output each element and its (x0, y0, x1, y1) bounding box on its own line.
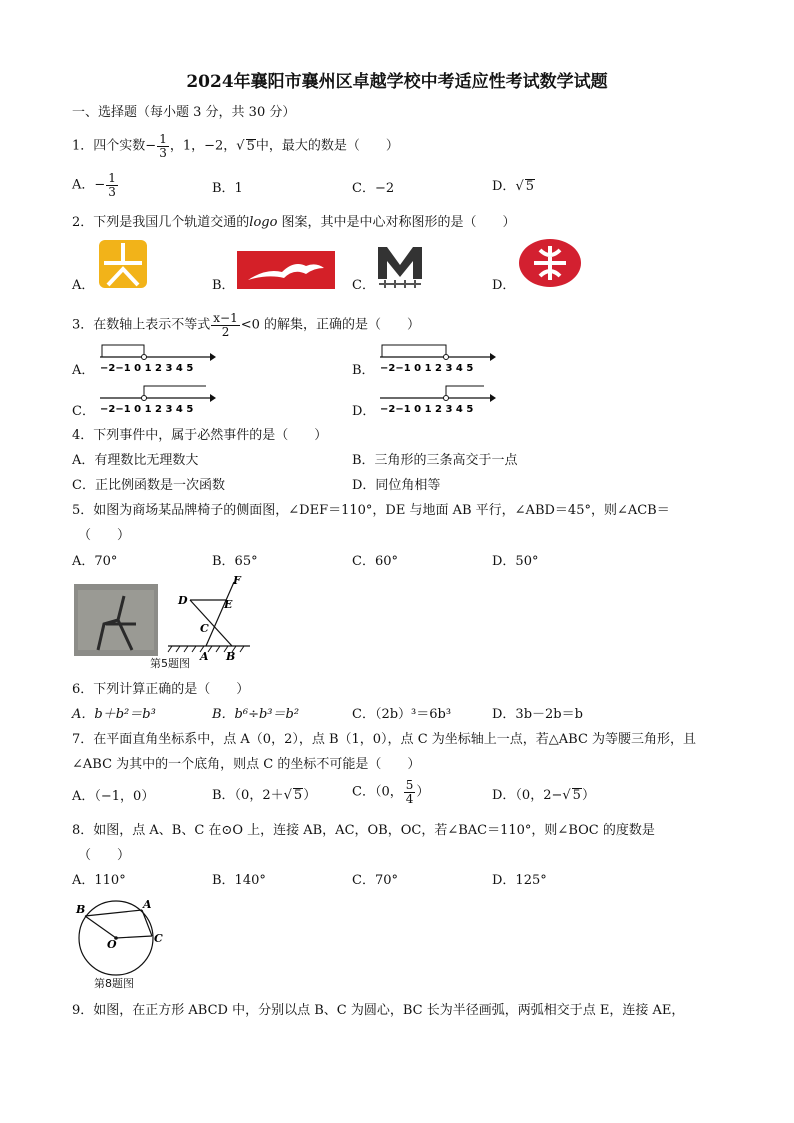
question-3-option-a: A． (72, 363, 95, 378)
question-4-option-c: C．正比例函数是一次函数 (72, 478, 225, 493)
figure-8-circle-diagram (70, 896, 166, 976)
svg-text:−2−1 0 1 2 3 4 5: −2−1 0 1 2 3 4 5 (380, 404, 474, 414)
logo-b-icon (236, 250, 336, 290)
svg-text:B: B (226, 650, 236, 663)
svg-text:−2−1 0 1 2 3 4 5: −2−1 0 1 2 3 4 5 (100, 363, 194, 373)
question-7-option-c: C．（0， $\frac{5}{4}$ ） (352, 778, 430, 806)
question-4-option-a: A．有理数比无理数大 (72, 453, 199, 468)
svg-text:C: C (200, 622, 209, 635)
question-6-option-b: B．b⁶÷b³＝b² (212, 707, 300, 722)
question-2-option-d: D． (492, 278, 516, 293)
chair-photo (74, 584, 158, 656)
number-line-d (376, 382, 496, 414)
question-8-option-a: A．110° (72, 873, 126, 888)
question-6-stem: 6．下列计算正确的是（ ） (72, 682, 250, 697)
question-5-paren: （ ） (78, 528, 131, 543)
question-7-stem-line-2: ∠ABC 为其中的一个底角，则点 C 的坐标不可能是（ ） (72, 757, 421, 772)
question-2-option-b: B． (212, 278, 235, 293)
svg-text:F: F (233, 574, 241, 587)
question-1-option-a: A．− $\frac{1}{3}$ (72, 171, 116, 199)
number-line-c (96, 382, 216, 414)
question-7-option-a: A．（−1，0） (72, 789, 155, 804)
svg-text:A: A (200, 650, 209, 663)
number-line-b (376, 341, 496, 373)
svg-text:D: D (178, 594, 188, 607)
question-4-stem: 4．下列事件中，属于必然事件的是（ ） (72, 428, 328, 443)
question-5-stem: 5．如图为商场某品牌椅子的侧面图，∠DEF＝110°，DE 与地面 AB 平行，∠ABD＝45°，则∠ACB＝ (72, 503, 670, 518)
question-8-option-b: B．140° (212, 873, 266, 888)
question-2-stem: 2．下列是我国几个轨道交通的logo 图案，其中是中心对称图形的是（ ） (72, 215, 516, 230)
question-6-option-d: D．3b－2b＝b (492, 707, 583, 722)
figure-5-diagram (164, 574, 256, 668)
question-3-option-d: D． (352, 404, 376, 419)
svg-text:C: C (154, 932, 163, 945)
question-5-option-c: C．60° (352, 554, 398, 569)
question-4-option-d: D．同位角相等 (352, 478, 441, 493)
figure-5-caption: 第5题图 (150, 657, 190, 670)
svg-text:−2−1 0 1 2 3 4 5: −2−1 0 1 2 3 4 5 (380, 363, 474, 373)
question-5-option-b: B．65° (212, 554, 258, 569)
logo-d-icon (518, 238, 582, 288)
svg-text:−2−1 0 1 2 3 4 5: −2−1 0 1 2 3 4 5 (100, 404, 194, 414)
question-3-option-b: B． (352, 363, 375, 378)
page-title: 2024年襄阳市襄州区卓越学校中考适应性考试数学试题 (186, 72, 608, 92)
section-heading: 一、选择题（每小题 3 分，共 30 分） (72, 105, 296, 120)
question-8-stem: 8．如图，点 A、B、C 在⊙O 上，连接 AB，AC，OB，OC，若∠BAC＝110°，则∠BOC 的度数是 (72, 823, 655, 838)
logo-c-icon (375, 243, 425, 289)
question-8-paren: （ ） (78, 848, 131, 863)
question-5-option-a: A．70° (72, 554, 118, 569)
logo-a-icon (98, 239, 148, 289)
question-9-stem: 9．如图，在正方形 ABCD 中，分别以点 B、C 为圆心，BC 长为半径画弧，两弧相交于点 E，连接 AE， (72, 1003, 685, 1018)
question-7-stem-line-1: 7．在平面直角坐标系中，点 A（0，2），点 B（1，0），点 C 为坐标轴上一点，若△ABC 为等腰三角形，且 (72, 732, 697, 747)
question-4-option-b: B．三角形的三条高交于一点 (352, 453, 518, 468)
question-6-option-c: C．（2b）³＝6b³ (352, 707, 452, 722)
question-8-option-d: D．125° (492, 873, 547, 888)
svg-text:A: A (143, 898, 152, 911)
question-2-option-c: C． (352, 278, 375, 293)
question-3-option-c: C． (72, 404, 95, 419)
question-8-option-c: C．70° (352, 873, 398, 888)
fraction: $\frac{1}{3}$ (159, 132, 167, 160)
figure-8-caption: 第8题图 (94, 977, 134, 990)
question-2-option-a: A． (72, 278, 95, 293)
question-1-option-b: B．1 (212, 181, 243, 196)
question-1-stem: 1．四个实数− $\frac{1}{3}$ ，1，−2，√ 5中，最大的数是（ ） (72, 132, 399, 160)
question-1-option-c: C．−2 (352, 181, 395, 196)
question-6-option-a: A．b＋b²＝b³ (72, 707, 156, 722)
question-1-option-d: D．√ 5 (492, 179, 535, 194)
question-7-option-b: B．（0，2＋√ 5） (212, 788, 317, 803)
svg-text:B: B (76, 903, 86, 916)
svg-text:O: O (107, 938, 117, 951)
svg-text:E: E (224, 598, 233, 611)
number-line-a (96, 341, 216, 373)
question-7-option-d: D．（0，2−√ 5） (492, 788, 595, 803)
question-3-stem: 3．在数轴上表示不等式 $\frac{x-1}{2}$ <0 的解集，正确的是（ ） (72, 311, 421, 339)
question-5-option-d: D．50° (492, 554, 539, 569)
